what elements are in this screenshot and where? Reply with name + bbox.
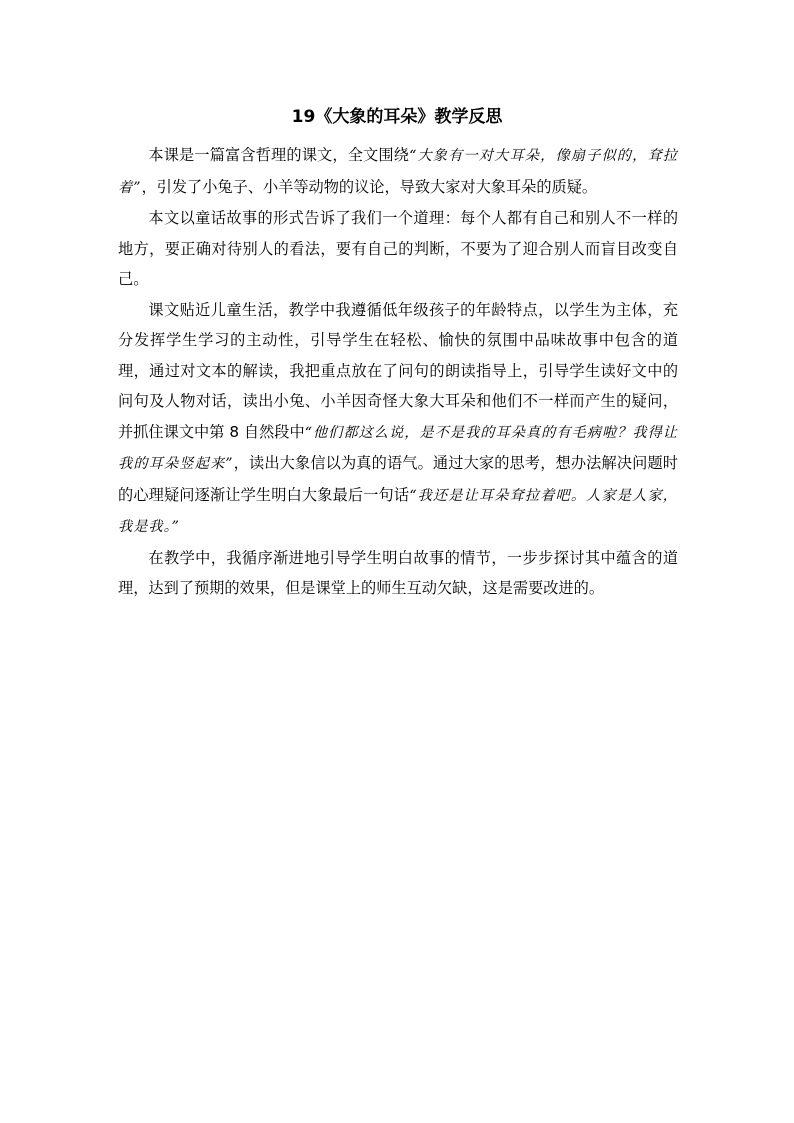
paragraph-1-text-a: 本课是一篇富含哲理的课文，全文围绕 [148,146,410,164]
paragraph-3-quote-1: “他们都这么说，是不是我的耳朵真的有毛病啦？我得让我的耳朵竖起来” [118,424,678,472]
paragraph-3-text-a: 课文贴近儿童生活，教学中我遵循低年级孩子的年龄特点，以学生为主体，充分发挥学生学习的主动性，引导学生在轻松、愉快的氛围中品味故事中包含的道理，通过对文本的解读，我把重点放在了问句的朗读指导上，引导学生读好文中的问句及人物对话，读出小兔、小羊因奇怪大象大耳朵和他们不一样而产生的疑问，并抓住课文中第 8 自然段中 [118,300,678,441]
document-body [118,140,678,604]
paragraph-2 [118,203,678,295]
paragraph-4-text: 在教学中，我循序渐进地引导学生明白故事的情节，一步步探讨其中蕴含的道理，达到了预期的效果，但是课堂上的师生互动欠缺，这是需要改进的。 [118,548,678,597]
paragraph-1 [118,140,678,203]
document-title: 19《大象的耳朵》教学反思 [291,107,503,127]
paragraph-3-quote-2: “我还是让耳朵耷拉着吧。人家是人家，我是我。” [118,487,678,535]
paragraph-1-quote: “大象有一对大耳朵，像扇子似的，耷拉着” [118,148,678,196]
paragraph-2-text: 本文以童话故事的形式告诉了我们一个道理：每个人都有自己和别人不一样的地方，要正确对待别人的看法，要有自己的判断，不要为了迎合别人而盲目改变自己。 [118,209,678,288]
paragraph-3 [118,295,678,543]
paragraph-4 [118,543,678,604]
paragraph-1-text-b: ，引发了小兔子、小羊等动物的议论，导致大家对大象耳朵的质疑。 [141,177,598,196]
paragraph-3-text-b: ，读出大象信以为真的语气。通过大家的思考，想办法解决问题时的心理疑问逐渐让学生明白大象最后一句话 [118,454,678,504]
